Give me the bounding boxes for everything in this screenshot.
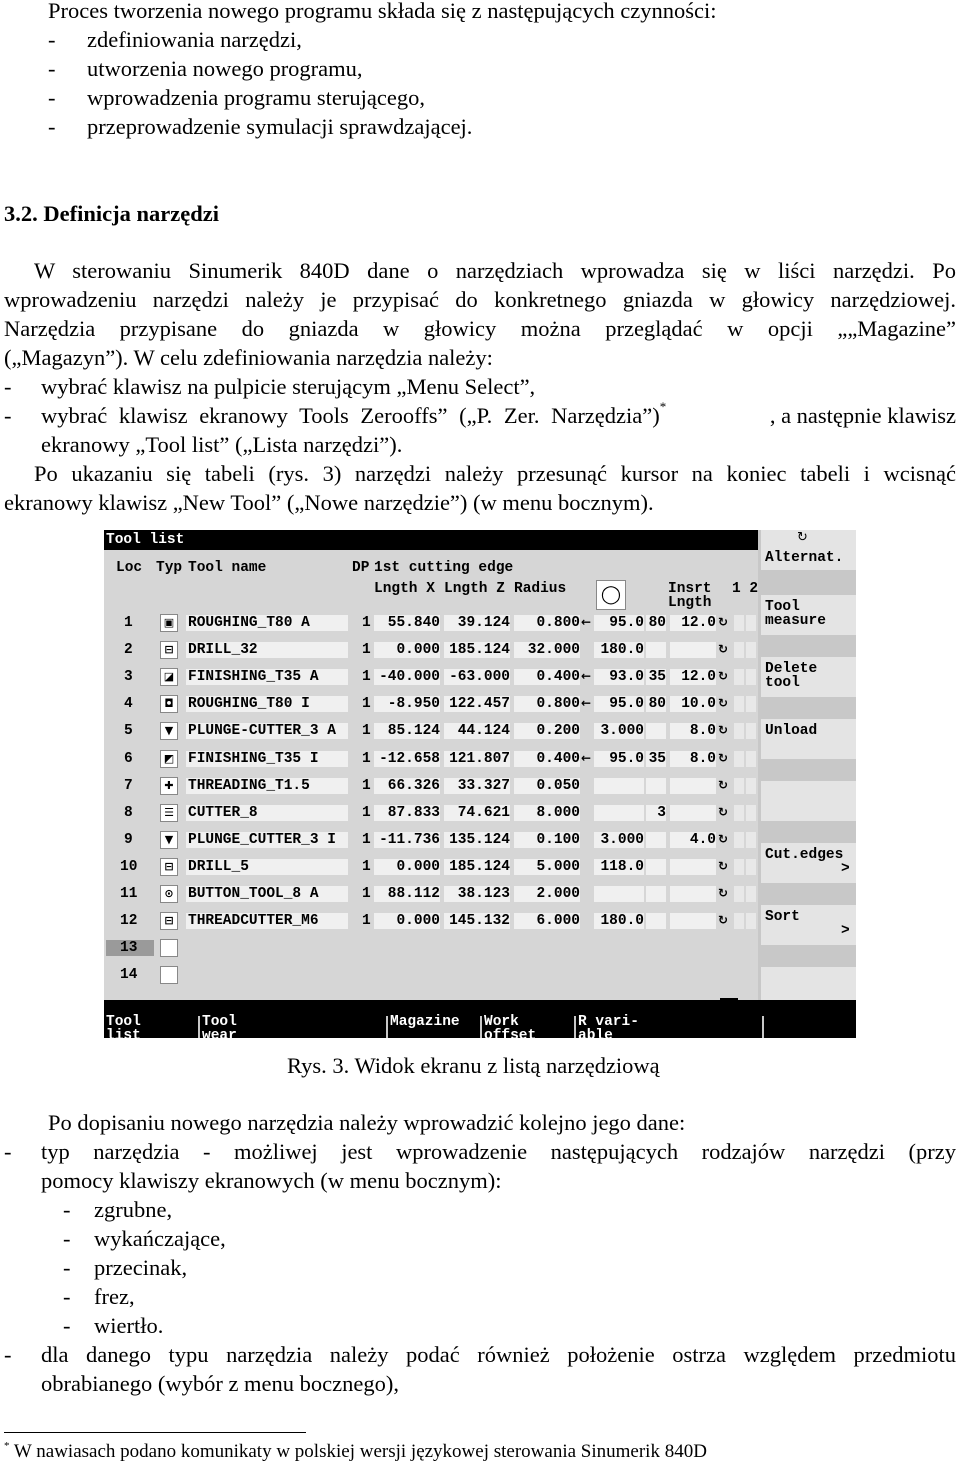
- col-2-cell: [746, 723, 756, 739]
- direction-arrow-icon: ←: [581, 615, 592, 629]
- softkey-magazine[interactable]: [386, 1016, 478, 1038]
- table-row[interactable]: [104, 965, 758, 987]
- softkey-delete-tool[interactable]: [761, 657, 856, 697]
- bottom-softkey-bar: [104, 1000, 856, 1038]
- sub-list-item: przecinak,: [94, 1255, 188, 1280]
- col-1-cell: [734, 642, 744, 658]
- tool-type-icon: ◘: [160, 695, 178, 713]
- chevron-right-icon: >: [841, 861, 850, 877]
- table-row[interactable]: [104, 776, 758, 798]
- angle-value: 180.0: [600, 913, 644, 929]
- chevron-right-icon: >: [841, 923, 850, 939]
- softkey-empty-2[interactable]: [761, 967, 856, 1000]
- length-x-value: -12.658: [379, 751, 440, 767]
- tool-type-icon: ✚: [160, 777, 178, 795]
- intro-lead: Proces tworzenia nowego programu składa się z następujących czynności:: [48, 0, 717, 23]
- tool-type-icon: ⊟: [160, 641, 178, 659]
- sub-list-item: wykańczające,: [94, 1226, 226, 1251]
- table-row[interactable]: [104, 667, 758, 689]
- spindle-direction-icon: ↻: [718, 859, 729, 873]
- header-dp: DP: [352, 560, 370, 576]
- col-1-cell: [734, 669, 744, 685]
- paragraph-line: Po dopisaniu nowego narzędzia należy wprowadzić kolejno jego dane:: [48, 1110, 686, 1135]
- screen-titlebar: [104, 530, 758, 550]
- list-item: utworzenia nowego programu,: [87, 56, 363, 81]
- tool-list-screen: [104, 530, 856, 1038]
- angle-cell: [594, 778, 644, 794]
- length-z-value: 44.124: [457, 723, 510, 739]
- length-x-value: -40.000: [379, 669, 440, 685]
- angle2-cell: [646, 778, 666, 794]
- spindle-direction-icon: ↻: [718, 886, 729, 900]
- angle2-cell: [646, 913, 666, 929]
- radius-value: 2.000: [536, 886, 580, 902]
- length-z-value: 39.124: [457, 615, 510, 631]
- col-2-cell: [746, 778, 756, 794]
- tool-type-icon: ◪: [160, 668, 178, 686]
- softkey-label: Tool: [202, 1014, 237, 1030]
- softkey-alternat[interactable]: [761, 530, 856, 570]
- tool-name: THREADCUTTER_M6: [188, 913, 319, 929]
- tool-type-icon: [160, 939, 178, 957]
- spindle-direction-icon: ↻: [718, 751, 729, 765]
- softkey-tool-wear[interactable]: [198, 1016, 386, 1038]
- bullet-text-a: wybrać klawisz ekranowy Tools Zerooffs” („P. Zer. Narzędzia”): [41, 403, 660, 428]
- length-x-value: -8.950: [387, 696, 440, 712]
- softkey-label: offset: [484, 1028, 537, 1038]
- list-dash: -: [48, 114, 56, 139]
- refresh-icon: ↻: [797, 530, 808, 545]
- softkey-label: list: [106, 1028, 141, 1038]
- list-item-cont: pomocy klawiszy ekranowych (w menu bocznym):: [41, 1168, 502, 1193]
- table-row[interactable]: [104, 884, 758, 906]
- loc-number: 2: [124, 642, 133, 658]
- radius-value: 0.800: [536, 615, 580, 631]
- col-1-cell: [734, 832, 744, 848]
- radius-value: 5.000: [536, 859, 580, 875]
- spindle-direction-icon: ↻: [718, 913, 729, 927]
- radius-value: 32.000: [527, 642, 580, 658]
- tool-type-icon: ⊙: [160, 885, 178, 903]
- length-x-value: 0.000: [396, 642, 440, 658]
- list-item: zdefiniowania narzędzi,: [87, 27, 302, 52]
- angle2-value: 80: [648, 615, 666, 631]
- length-z-value: 74.621: [457, 805, 510, 821]
- list-dash: -: [63, 1197, 71, 1222]
- tool-type-icon: ▼: [160, 722, 178, 740]
- dp-value: 1: [362, 913, 371, 929]
- tool-name: FINISHING_T35 A: [188, 669, 319, 685]
- spindle-direction-icon: ↻: [718, 778, 729, 792]
- footnote-text: W nawiasach podano komunikaty w polskiej wersji językowej sterowania Sinumerik 840D: [13, 1441, 707, 1462]
- direction-arrow-icon: ←: [581, 751, 592, 765]
- softkey-label: Cut.edges: [765, 847, 844, 863]
- softkey-sort[interactable]: [761, 905, 856, 945]
- paragraph-line: ekranowy klawisz „New Tool” („Nowe narzędzie”) (w menu bocznym).: [4, 490, 654, 515]
- angle-cell: [594, 886, 644, 902]
- sub-list-item: wiertło.: [94, 1313, 164, 1338]
- loc-number: 4: [124, 696, 133, 712]
- list-dash: -: [4, 403, 12, 428]
- col-1-cell: [734, 751, 744, 767]
- insert-length-value: 10.0: [681, 696, 716, 712]
- softkey-label: Tool: [106, 1014, 141, 1030]
- softkey-unload[interactable]: [761, 719, 856, 759]
- col-1-cell: [734, 615, 744, 631]
- dp-value: 1: [362, 751, 371, 767]
- insert-length-cell: [670, 778, 716, 794]
- header-radius: Radius: [514, 581, 567, 597]
- softkey-label: Tool: [765, 599, 800, 615]
- dp-value: 1: [362, 723, 371, 739]
- angle2-cell: [646, 723, 666, 739]
- table-row[interactable]: [104, 911, 758, 933]
- angle-value: 3.000: [600, 723, 644, 739]
- length-x-value: -11.736: [379, 832, 440, 848]
- table-row[interactable]: [104, 803, 758, 825]
- footnote: [4, 1440, 707, 1464]
- softkey-tool-measure[interactable]: [761, 595, 856, 635]
- angle2-cell: [646, 832, 666, 848]
- figure-caption: Rys. 3. Widok ekranu z listą narzędziową: [287, 1053, 660, 1078]
- length-x-value: 85.124: [387, 723, 440, 739]
- angle-value: 180.0: [600, 642, 644, 658]
- spindle-direction-icon: ↻: [718, 832, 729, 846]
- spindle-direction-icon: ↻: [718, 642, 729, 656]
- paragraph-line: Po ukazaniu się tabeli (rys. 3) narzędzi należy przesunąć kursor na koniec tabeli i wcisnąć: [34, 461, 956, 486]
- softkey-empty-bottom[interactable]: [762, 1016, 856, 1038]
- angle-value: 95.0: [609, 751, 644, 767]
- table-row[interactable]: [104, 694, 758, 716]
- header-insert-length: Lngth: [668, 595, 712, 611]
- tool-type-icon: ▼: [160, 831, 178, 849]
- length-x-value: 66.326: [387, 778, 440, 794]
- spindle-direction-icon: ↻: [718, 805, 729, 819]
- paragraph-line: W sterowaniu Sinumerik 840D dane o narzędziach wprowadza się w liści narzędzi. Po: [34, 258, 956, 283]
- header-length-z: Lngth Z: [444, 581, 505, 597]
- col-2-cell: [746, 642, 756, 658]
- length-z-value: 185.124: [449, 642, 510, 658]
- insert-length-cell: [670, 805, 716, 821]
- list-dash: -: [48, 56, 56, 81]
- paragraph-line: Narzędzia przypisane do gniazda w głowicy można przeglądać w opcji „„Magazine”: [4, 316, 956, 341]
- tool-type-icon: ⊟: [160, 912, 178, 930]
- length-z-value: 38.123: [457, 886, 510, 902]
- list-dash: -: [4, 1342, 12, 1367]
- header-length-x: Lngth X: [374, 581, 435, 597]
- angle-value: 3.000: [600, 832, 644, 848]
- list-dash: -: [4, 1139, 12, 1164]
- section-title: 3.2. Definicja narzędzi: [4, 201, 219, 226]
- tool-name: ROUGHING_T80 A: [188, 615, 310, 631]
- angle-value: 118.0: [600, 859, 644, 875]
- tool-name: CUTTER_8: [188, 805, 258, 821]
- angle2-cell: [646, 886, 666, 902]
- dp-value: 1: [362, 696, 371, 712]
- spindle-direction-icon: ↻: [718, 723, 729, 737]
- length-z-value: -63.000: [449, 669, 510, 685]
- col-1-cell: [734, 886, 744, 902]
- col-2-cell: [746, 859, 756, 875]
- tool-type-icon: ☰: [160, 804, 178, 822]
- table-row[interactable]: [104, 640, 758, 662]
- loc-number: 3: [124, 669, 133, 685]
- dp-value: 1: [362, 832, 371, 848]
- sub-list-item: frez,: [94, 1284, 135, 1309]
- col-2-cell: [746, 696, 756, 712]
- radius-value: 0.400: [536, 669, 580, 685]
- col-2-cell: [746, 751, 756, 767]
- softkey-tool-list[interactable]: [104, 1016, 194, 1038]
- list-dash: -: [63, 1255, 71, 1280]
- angle-value: 95.0: [609, 615, 644, 631]
- paragraph-line: wprowadzeniu narzędzi należy je przypisać do konkretnego gniazda w głowicy narzędziowej.: [4, 287, 956, 312]
- length-z-value: 145.132: [449, 913, 510, 929]
- tool-type-icon: ◩: [160, 750, 178, 768]
- col-2-cell: [746, 805, 756, 821]
- tool-name: FINISHING_T35 I: [188, 751, 319, 767]
- softkey-label: R vari-: [578, 1014, 639, 1030]
- tool-name: DRILL_5: [188, 859, 249, 875]
- softkey-cut-edges[interactable]: [761, 843, 856, 883]
- loc-number: 5: [124, 723, 133, 739]
- col-2-cell: [746, 913, 756, 929]
- loc-number: 13: [120, 940, 138, 956]
- angle2-cell: [646, 859, 666, 875]
- footnote-mark: *: [4, 1440, 10, 1452]
- softkey-label: measure: [765, 613, 826, 629]
- list-item: [41, 401, 956, 430]
- table-row[interactable]: [104, 721, 758, 743]
- angle2-value: 35: [648, 751, 666, 767]
- length-z-value: 121.807: [449, 751, 510, 767]
- tool-name: THREADING_T1.5: [188, 778, 310, 794]
- angle2-value: 80: [648, 696, 666, 712]
- radius-value: 0.800: [536, 696, 580, 712]
- paragraph-line: („Magazyn”). W celu zdefiniowania narzędzia należy:: [4, 345, 493, 370]
- insert-length-cell: [670, 886, 716, 902]
- tool-type-icon: ▣: [160, 614, 178, 632]
- softkey-work-offset[interactable]: [480, 1016, 572, 1038]
- col-1-cell: [734, 805, 744, 821]
- list-item-cont: obrabianego (wybór z menu bocznego),: [41, 1371, 399, 1396]
- spindle-direction-icon: ↻: [718, 669, 729, 683]
- length-x-value: 88.112: [387, 886, 440, 902]
- angle2-value: 35: [648, 669, 666, 685]
- col-2-cell: [746, 669, 756, 685]
- list-dash: -: [63, 1226, 71, 1251]
- dp-value: 1: [362, 859, 371, 875]
- header-insert: Insrt: [668, 581, 712, 597]
- loc-number: 6: [124, 751, 133, 767]
- dp-value: 1: [362, 669, 371, 685]
- tool-name: PLUNGE_CUTTER_3 I: [188, 832, 336, 848]
- col-2-cell: [746, 832, 756, 848]
- dp-value: 1: [362, 615, 371, 631]
- list-dash: -: [48, 85, 56, 110]
- table-row[interactable]: [104, 857, 758, 879]
- insert-length-value: 8.0: [689, 723, 716, 739]
- list-item: wybrać klawisz na pulpicie sterującym „Menu Select”,: [41, 374, 536, 399]
- radius-value: 0.200: [536, 723, 580, 739]
- footnote-ref: *: [659, 399, 667, 414]
- tool-type-icon: [160, 966, 178, 984]
- sub-list-item: zgrubne,: [94, 1197, 173, 1222]
- list-item-cont: ekranowy „Tool list” („Lista narzędzi”).: [41, 432, 403, 457]
- radius-value: 0.050: [536, 778, 580, 794]
- radius-value: 6.000: [536, 913, 580, 929]
- col-2-cell: [746, 886, 756, 902]
- header-loc: Loc: [116, 560, 143, 576]
- insert-length-value: 12.0: [681, 669, 716, 685]
- insert-length-value: 12.0: [681, 615, 716, 631]
- spindle-direction-icon: ↻: [718, 696, 729, 710]
- radius-value: 0.400: [536, 751, 580, 767]
- tool-type-icon: ⊟: [160, 858, 178, 876]
- length-z-value: 122.457: [449, 696, 510, 712]
- softkey-empty-1[interactable]: [761, 781, 856, 821]
- table-row[interactable]: [104, 749, 758, 771]
- header-tool-name: Tool name: [188, 560, 267, 576]
- dp-value: 1: [362, 805, 371, 821]
- list-dash: -: [4, 374, 12, 399]
- col-1-cell: [734, 859, 744, 875]
- dp-value: 1: [362, 778, 371, 794]
- col-1-cell: [734, 696, 744, 712]
- softkey-label: Unload: [765, 723, 818, 739]
- insert-length-value: 8.0: [689, 751, 716, 767]
- tool-name: PLUNGE-CUTTER_3 A: [188, 723, 336, 739]
- softkey-label: Sort: [765, 909, 800, 925]
- spindle-direction-icon: ↻: [718, 615, 729, 629]
- table-row[interactable]: [104, 938, 758, 960]
- loc-number: 10: [120, 859, 138, 875]
- loc-number: 9: [124, 832, 133, 848]
- dp-value: 1: [362, 642, 371, 658]
- length-x-value: 87.833: [387, 805, 440, 821]
- radius-value: 8.000: [536, 805, 580, 821]
- col-1-cell: [734, 913, 744, 929]
- loc-number: 12: [120, 913, 138, 929]
- length-x-value: 0.000: [396, 913, 440, 929]
- radius-value: 0.100: [536, 832, 580, 848]
- angle-value: 93.0: [609, 669, 644, 685]
- loc-number: 11: [120, 886, 138, 902]
- angle2-cell: [646, 642, 666, 658]
- header-cutting-edge: 1st cutting edge: [374, 560, 514, 576]
- bullet-text-b: , a następnie klawisz: [769, 403, 956, 428]
- list-item: przeprowadzenie symulacji sprawdzającej.: [87, 114, 473, 139]
- header-typ: Typ: [156, 560, 183, 576]
- col-1-cell: [734, 723, 744, 739]
- loc-number: 8: [124, 805, 133, 821]
- angle-value: 95.0: [609, 696, 644, 712]
- loc-number: 7: [124, 778, 133, 794]
- softkey-label: Delete: [765, 661, 818, 677]
- softkey-label: wear: [202, 1028, 237, 1038]
- table-row[interactable]: [104, 613, 758, 635]
- direction-arrow-icon: ←: [581, 669, 592, 683]
- insert-length-cell: [670, 642, 716, 658]
- tool-name: ROUGHING_T80 I: [188, 696, 310, 712]
- col-1-cell: [734, 778, 744, 794]
- loc-number: 1: [124, 615, 133, 631]
- length-z-value: 135.124: [449, 832, 510, 848]
- softkey-r-variable[interactable]: [574, 1016, 660, 1038]
- softkey-label: able: [578, 1028, 613, 1038]
- dp-value: 1: [362, 886, 371, 902]
- loc-number: 14: [120, 967, 138, 983]
- length-x-value: 0.000: [396, 859, 440, 875]
- insert-shape-icon: ◯: [596, 580, 626, 610]
- list-item: typ narzędzia - możliwej jest wprowadzenie następujących rodzajów narzędzi (przy: [41, 1139, 956, 1164]
- list-dash: -: [48, 27, 56, 52]
- length-x-value: 55.840: [387, 615, 440, 631]
- direction-arrow-icon: ←: [581, 696, 592, 710]
- insert-length-cell: [670, 859, 716, 875]
- header-cols: 1 2: [732, 581, 759, 597]
- list-item: dla danego typu narzędzia należy podać również położenie ostrza względem przedmiotu: [41, 1342, 956, 1367]
- list-dash: -: [63, 1313, 71, 1338]
- angle2-value: 3: [657, 805, 666, 821]
- list-dash: -: [63, 1284, 71, 1309]
- tool-name: BUTTON_TOOL_8 A: [188, 886, 319, 902]
- softkey-label: tool: [765, 675, 800, 691]
- softkey-label: Work: [484, 1014, 519, 1030]
- table-row[interactable]: [104, 830, 758, 852]
- insert-length-value: 4.0: [689, 832, 716, 848]
- softkey-label: Magazine: [390, 1014, 460, 1030]
- footnote-rule: [4, 1432, 306, 1433]
- length-z-value: 185.124: [449, 859, 510, 875]
- col-2-cell: [746, 615, 756, 631]
- list-item: wprowadzenia programu sterującego,: [87, 85, 425, 110]
- length-z-value: 33.327: [457, 778, 510, 794]
- screen-title: Tool list: [106, 532, 185, 548]
- tool-name: DRILL_32: [188, 642, 258, 658]
- insert-length-cell: [670, 913, 716, 929]
- softkey-label: Alternat.: [765, 550, 844, 566]
- angle-cell: [594, 805, 644, 821]
